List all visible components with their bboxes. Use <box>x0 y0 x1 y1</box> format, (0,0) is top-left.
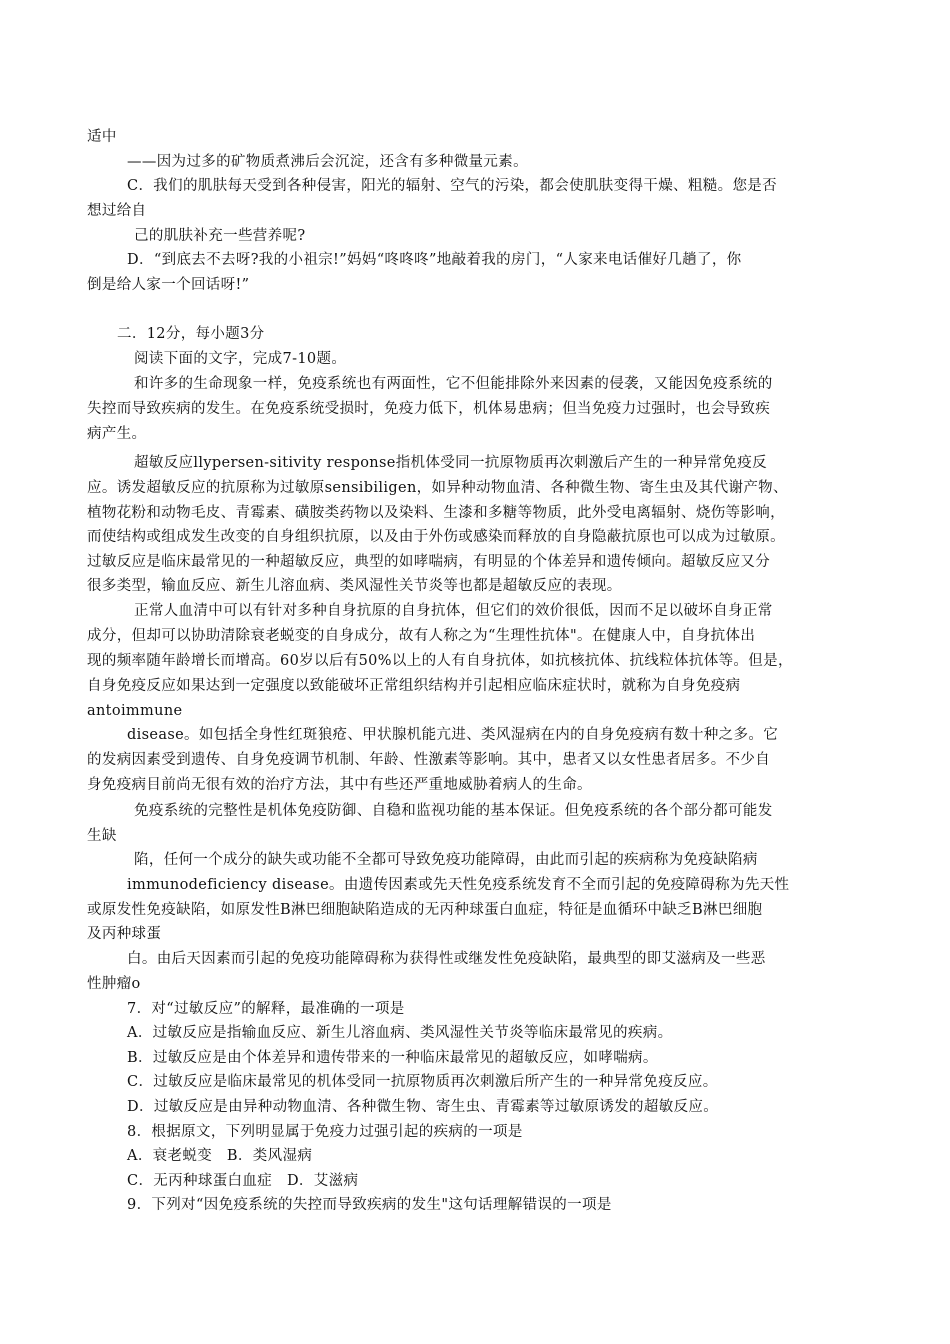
text-line: 和许多的生命现象一样，免疫系统也有两面性，它不但能排除外来因素的侵袭，又能因免疫系统的 <box>134 376 773 392</box>
text-line: 陷，任何一个成分的缺失或功能不全都可导致免疫功能障碍，由此而引起的疾病称为免疫缺陷病 <box>134 852 758 868</box>
text-line: 生缺 <box>87 828 117 844</box>
text-line: 而使结构或组成发生改变的自身组织抗原，以及由于外伤或感染而释放的自身隐蔽抗原也可以成为过敏原。 <box>87 529 785 545</box>
text-line: 或原发性免疫缺陷，如原发性B淋巴细胞缺陷造成的无丙种球蛋白血症，特征是血循环中缺乏B淋巴细胞 <box>87 902 763 918</box>
text-line: disease。如包括全身性红斑狼疮、甲状腺机能亢进、类风湿病在内的自身免疫病有数十种之多。它 <box>127 727 779 743</box>
option-line: C．无丙种球蛋白血症 D．艾滋病 <box>127 1173 359 1189</box>
text-line: 病产生。 <box>87 426 147 442</box>
text-line: 身免疫病目前尚无很有效的治疗方法，其中有些还严重地威胁着病人的生命。 <box>87 777 592 793</box>
text-line: 过敏反应是临床最常见的一种超敏反应，典型的如哮喘病，有明显的个体差异和遗传倾向。超敏反应又分 <box>87 554 771 570</box>
option-line: B．过敏反应是由个体差异和遗传带来的一种临床最常见的超敏反应，如哮喘病。 <box>127 1050 658 1066</box>
text-line: immunodeficiency disease。由遗传因素或先天性免疫系统发育不全而引起的免疫障碍称为先天性 <box>127 877 790 893</box>
text-line: 现的频率随年龄增长而增高。60岁以后有50%以上的人有自身抗体，如抗核抗体、抗线粒体抗体等。但是， <box>87 653 793 669</box>
text-line: 失控而导致疾病的发生。在免疫系统受损时，免疫力低下，机体易患病；但当免疫力过强时，也会导致疾 <box>87 401 771 417</box>
text-line: 及丙种球蛋 <box>87 926 162 942</box>
text-line: 成分，但却可以协助清除衰老蜕变的自身成分，故有人称之为“生理性抗体"。在健康人中，自身抗体出 <box>87 628 756 644</box>
option-line: A．过敏反应是指输血反应、新生儿溶血病、类风湿性关节炎等临床最常见的疾病。 <box>127 1025 673 1041</box>
option-line: D．过敏反应是由异种动物血清、各种微生物、寄生虫、青霉素等过敏原诱发的超敏反应。 <box>127 1099 719 1115</box>
text-line: 超敏反应llypersen-sitivity response指机体受同一抗原物质再次刺激后产生的一种异常免疫反 <box>134 455 767 471</box>
text-line: 正常人血清中可以有针对多种自身抗原的自身抗体，但它们的效价很低，因而不足以破坏自身正常 <box>134 603 773 619</box>
text-line: antoimmune <box>87 703 183 719</box>
option-line: C．过敏反应是临床最常见的机体受同一抗原物质再次刺激后所产生的一种异常免疫反应。 <box>127 1074 718 1090</box>
text-line: D．“到底去不去呀?我的小祖宗!”妈妈“咚咚咚”地敲着我的房门，“人家来电话催好几趟了，你 <box>127 252 742 268</box>
question-8: 8．根据原文，下列明显属于免疫力过强引起的疾病的一项是 <box>127 1124 523 1140</box>
text-line: 植物花粉和动物毛皮、青霉素、磺胺类药物以及染料、生漆和多糖等物质，此外受电离辐射、烧伤等影响， <box>87 505 785 521</box>
text-line: 白。由后天因素而引起的免疫功能障碍称为获得性或继发性免疫缺陷，最典型的即艾滋病及一些恶 <box>127 951 766 967</box>
section-heading: 二．12分，每小题3分 <box>117 326 265 342</box>
text-line: 应。诱发超敏反应的抗原称为过敏原sensibiligen，如异种动物血清、各种微生物、寄生虫及其代谢产物、 <box>87 480 788 496</box>
text-line: 很多类型，输血反应、新生儿溶血病、类风湿性关节炎等也都是超敏反应的表现。 <box>87 578 622 594</box>
option-line: A．衰老蜕变 B．类风湿病 <box>127 1148 313 1164</box>
text-line: 适中 <box>87 129 117 145</box>
question-9: 9．下列对“因免疫系统的失控而导致疾病的发生"这句话理解错误的一项是 <box>127 1197 612 1213</box>
text-line: ——因为过多的矿物质煮沸后会沉淀，还含有多种微量元素。 <box>127 154 528 170</box>
text-line: 己的肌肤补充一些营养呢? <box>134 228 306 244</box>
text-line: 免疫系统的完整性是机体免疫防御、自稳和监视功能的基本保证。但免疫系统的各个部分都可能发 <box>134 803 773 819</box>
question-7: 7．对“过敏反应”的解释，最准确的一项是 <box>127 1001 405 1017</box>
text-line: 阅读下面的文字，完成7-10题。 <box>134 351 347 367</box>
text-line: 自身免疫反应如果达到一定强度以致能破坏正常组织结构并引起相应临床症状时，就称为自身免疫病 <box>87 678 741 694</box>
text-line: 的发病因素受到遗传、自身免疫调节机制、年龄、性激素等影响。其中，患者又以女性患者居多。不少自 <box>87 752 771 768</box>
text-line: 倒是给人家一个回话呀!” <box>87 277 250 293</box>
text-line: 想过给自 <box>87 203 147 219</box>
text-line: C．我们的肌肤每天受到各种侵害，阳光的辐射、空气的污染，都会使肌肤变得干燥、粗糙。您是否 <box>127 178 777 194</box>
text-line: 性肿瘤o <box>87 976 141 992</box>
